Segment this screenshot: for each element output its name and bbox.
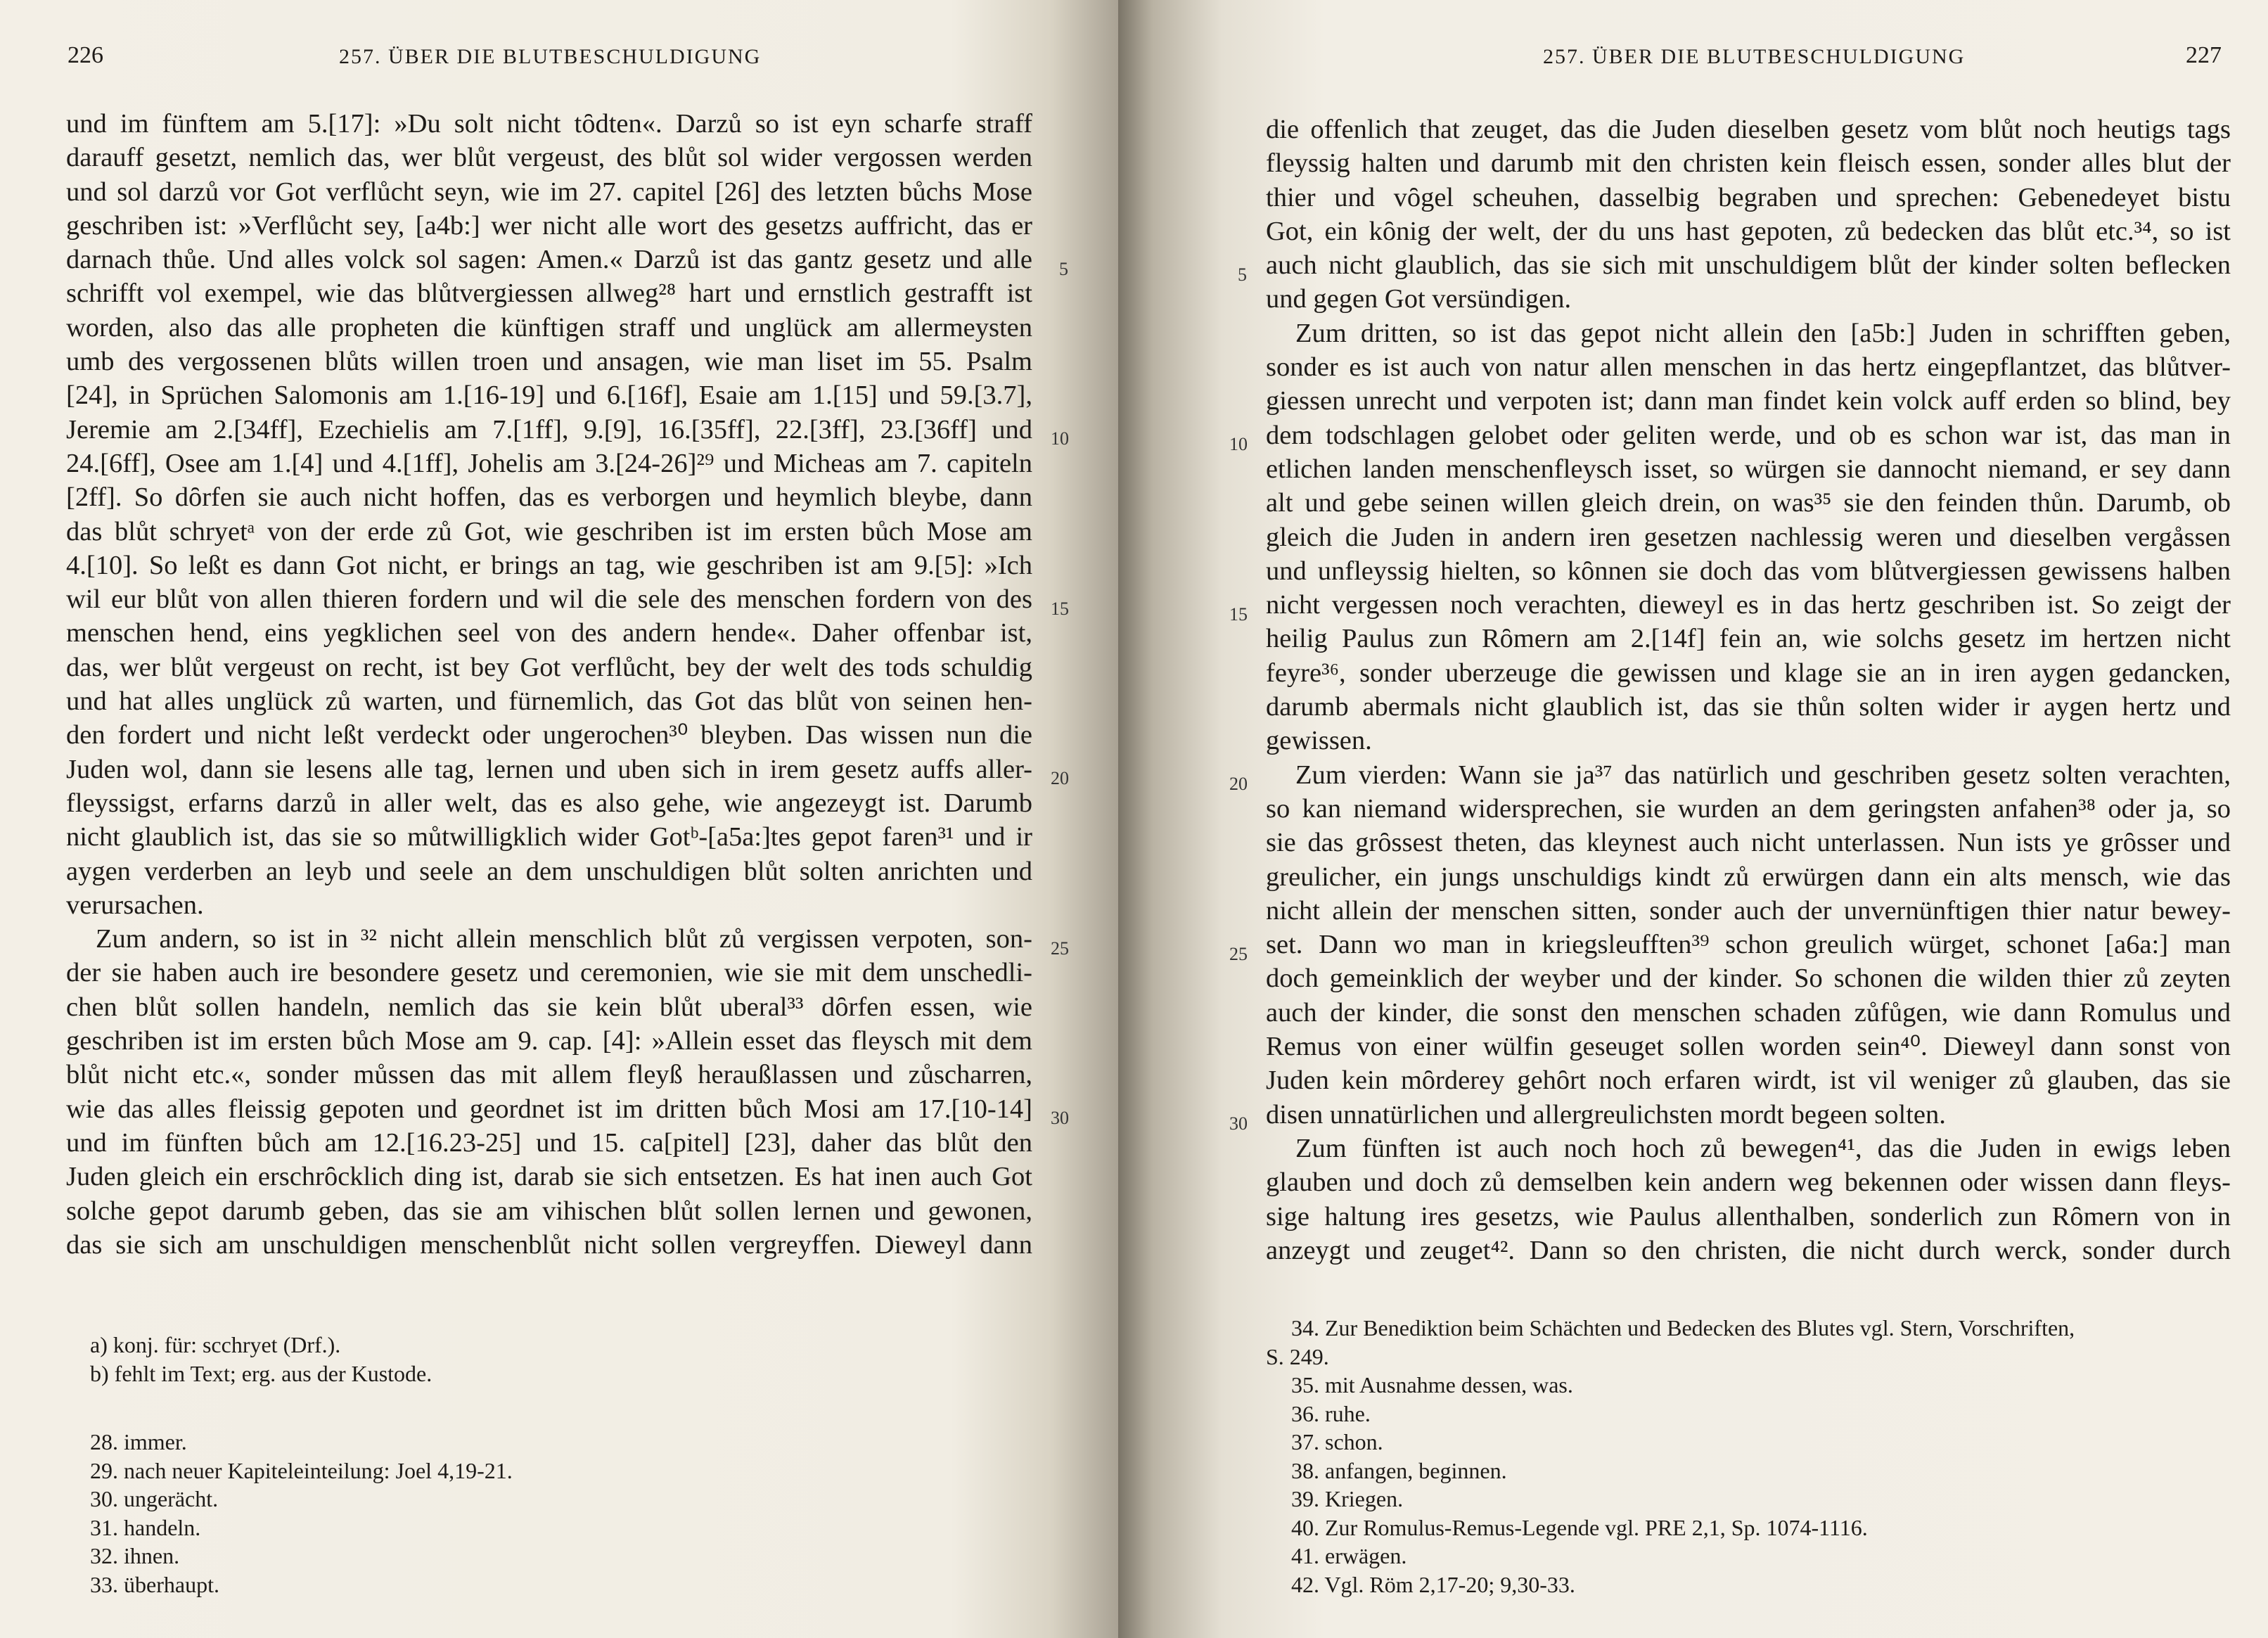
- line-number: 20: [1229, 774, 1248, 794]
- footnote: 33. überhaupt.: [90, 1571, 219, 1597]
- text-line: giessen unrecht und verpoten ist; dann man findet kein volck auff erden so blind, bey: [1266, 386, 2231, 416]
- text-line: nicht glaublich ist, das sie so můtwilligklich wider Gotᵇ-[a5a:]tes gepot faren³¹ und ir: [66, 822, 1032, 852]
- text-line: greulicher, ein jungs unschuldigs kindt zů erwürgen dann ein alts mensch, wie das: [1266, 862, 2231, 892]
- footnote: S. 249.: [1266, 1343, 1329, 1369]
- text-line: Got, ein kȏnig der welt, der du uns hast gepoten, zů bedecken das blůt etc.³⁴, so ist: [1266, 216, 2231, 246]
- text-line: blůt nicht etc.«, sonder můssen das mit allem fleyß heraußlassen und zůscharren,: [66, 1060, 1032, 1090]
- text-line: disen unnatürlichen und allergreulichsten mordt begeen solten.: [1266, 1099, 1946, 1130]
- text-line: set. Dann wo man in kriegsleufften³⁹ schon greulich würget, schonet [a6a:] man: [1266, 930, 2231, 960]
- text-line: Remus von einer wülfin geseuget sollen worden sein⁴⁰. Dieweyl dann sonst von: [1266, 1032, 2231, 1062]
- text-line: glauben und doch zů demselben kein andern weg bekennen oder wissen dann fleys-: [1266, 1167, 2231, 1198]
- text-line: darumb abermals nicht glaublich ist, das sie thůn solten wider ir aygen hertz und: [1266, 692, 2231, 722]
- text-line: chen blůt sollen handeln, nemlich das sie kein blůt uberal³³ dȏrfen essen, wie: [66, 992, 1032, 1022]
- text-line: wil eur blůt von allen thieren fordern und wil die sele des menschen fordern von des: [66, 584, 1032, 615]
- text-line: und sol darzů vor Got verflůcht seyn, wie im 27. capitel [26] des letzten bůchs Mose: [66, 177, 1032, 207]
- text-line: der sie haben auch ire besondere gesetz und ceremonien, wie sie mit dem unschedli-: [66, 958, 1032, 988]
- text-line: [2ff]. So dȏrfen sie auch nicht hoffen, das es verborgen und heymlich bleybe, dann: [66, 482, 1032, 513]
- text-line: wie das alles fleissig gepoten und geordnet ist im dritten bůch Mosi am 17.[10-14]: [66, 1094, 1032, 1124]
- text-line: fleyssig halten und darumb mit den christen kein fleisch essen, sonder alles blut der: [1266, 148, 2231, 179]
- textual-apparatus: [90, 1331, 1004, 1388]
- text-line: darnach thůe. Und alles volck sol sagen: Amen.« Darzů ist das gantz gesetz und alle: [66, 245, 1032, 275]
- footnotes: [1266, 1314, 2234, 1599]
- footnote: 35. mit Ausnahme dessen, was.: [1291, 1372, 1573, 1397]
- text-line: menschen hend, eins yegklichen seel von des andern hende«. Daher offenbar ist,: [66, 618, 1032, 648]
- footnote: 37. schon.: [1291, 1429, 1383, 1454]
- text-line: Zum dritten, so ist das gepot nicht allein den [a5b:] Juden in schrifften geben,: [1295, 318, 2231, 348]
- line-number: 30: [1229, 1113, 1248, 1134]
- text-line: sie das grȏssest theten, das kleynest auch nicht unterlassen. Nun ists ye grȏsser und: [1266, 828, 2231, 858]
- text-line: nicht allein der menschen sitten, sonder auch der unvernünftigen thier natur beweу-: [1266, 895, 2231, 926]
- footnote: 42. Vgl. Röm 2,17-20; 9,30-33.: [1291, 1571, 1575, 1597]
- text-line: 4.[10]. So leßt es dann Got nicht, er brings an tag, wie geschriben ist am 9.[5]: »Ich: [66, 550, 1032, 580]
- footnote: 32. ihnen.: [90, 1543, 180, 1568]
- footnote: 28. immer.: [90, 1429, 187, 1454]
- text-line: [24], in Sprüchen Salomonis am 1.[16-19] und 6.[16f], Esaie am 1.[15] und 59.[3.7],: [66, 380, 1032, 411]
- page-number: 227: [2186, 42, 2222, 68]
- text-line: so kan niemand widersprechen, sie wurden an dem geringsten anfahen³⁸ oder ja, so: [1266, 793, 2231, 824]
- textual-note: b) fehlt im Text; erg. aus der Kustode.: [90, 1360, 433, 1386]
- text-line: und unfleyssig hielten, so kȏnnen sie doch das vom blůtvergiessen gewissens halben: [1266, 556, 2231, 586]
- line-number: 15: [1229, 604, 1248, 625]
- line-number: 30: [1051, 1108, 1069, 1128]
- footnote: 41. erwägen.: [1291, 1543, 1407, 1568]
- running-head: 257. ÜBER DIE BLUTBESCHULDIGUNG: [1543, 45, 1966, 68]
- text-line: das blůt schryetᵃ von der erde zů Got, wie geschriben ist im ersten bůch Mose am: [66, 516, 1032, 546]
- line-number: 20: [1051, 768, 1069, 788]
- footnote: 34. Zur Benediktion beim Schächten und Bedecken des Blutes vgl. Stern, Vorschriften,: [1291, 1315, 2075, 1341]
- left-page: [0, 0, 1118, 1638]
- text-line: aygen verderben an leyb und seele an dem unschuldigen blůt solten anrichten und: [66, 856, 1032, 886]
- text-line: worden, also das alle propheten die künftigen straff und unglück am allermeysten: [66, 312, 1032, 343]
- text-line: geschriben ist im ersten bůch Mose am 9. cap. [4]: »Allein esset das fleysch mit dem: [66, 1026, 1032, 1056]
- text-line: solche gepot darumb geben, das sie am vihischen blůt sollen lernen und gewonen,: [66, 1196, 1032, 1226]
- text-line: etlichen landen menschenfleysch isset, so würgen sie dannocht niemand, er sey dann: [1266, 454, 2231, 484]
- text-line: und im fünften bůch am 12.[16.23-25] und 15. ca[pitel] [23], daher das blůt den: [66, 1127, 1032, 1158]
- main-text: [66, 107, 1032, 1262]
- text-line: sonder es ist auch von natur allen menschen in das hertz eingepflantzet, das blůtver-: [1266, 352, 2231, 383]
- main-text: [1266, 113, 2231, 1267]
- text-line: 24.[6ff], Osee am 1.[4] und 4.[1ff], Johelis am 3.[24-26]²⁹ und Micheas am 7. capiteln: [66, 448, 1032, 478]
- text-line: geschriben ist: »Verflůcht sey, [a4b:] wer nicht alle wort des gesetzs auffricht, das er: [66, 210, 1032, 241]
- text-line: und hat alles unglück zů warten, und fürnemlich, das Got das blůt von seinen hen-: [66, 686, 1032, 717]
- text-line: darauff gesetzt, nemlich das, wer blůt vergeust, des blůt sol wider vergossen werden: [66, 143, 1032, 173]
- footnotes: [90, 1428, 1004, 1599]
- line-number: 10: [1229, 434, 1248, 454]
- text-line: heilig Paulus zun Rȏmern am 2.[14f] fein an, wie solchs gesetz im hertzen nicht: [1266, 624, 2231, 654]
- text-line: und im fünftem am 5.[17]: »Du solt nicht tȏdten«. Darzů so ist eyn scharfe straff: [66, 109, 1032, 139]
- text-line: das sie sich am unschuldigen menschenblůt nicht sollen vergreyffen. Dieweyl dann: [66, 1229, 1032, 1260]
- text-line: Zum fünften ist auch noch hoch zů bewegen⁴¹, das die Juden in ewigs leben: [1295, 1133, 2231, 1163]
- line-number: 25: [1051, 938, 1069, 959]
- text-line: anzeygt und zeuget⁴². Dann so den christen, die nicht durch werck, sonder durch: [1266, 1235, 2231, 1265]
- text-line: gleich die Juden in andern iren gesetzen nachlessig weren und dieselben vergåssen: [1266, 522, 2231, 552]
- footnote: 38. anfangen, beginnen.: [1291, 1457, 1507, 1483]
- footnote: 30. ungerächt.: [90, 1486, 219, 1511]
- text-line: Zum andern, so ist in ³² nicht allein menschlich blůt zů vergissen verpoten, son-: [96, 924, 1032, 954]
- footnote: 31. handeln.: [90, 1514, 201, 1540]
- text-line: nicht vergessen noch verachten, dieweyl es in das hertz geschriben ist. So zeigt der: [1266, 590, 2231, 620]
- footnote: 36. ruhe.: [1291, 1400, 1371, 1426]
- text-line: verursachen.: [66, 890, 204, 920]
- text-line: den fordert und nicht leßt verdeckt oder ungerochen³⁰ bleyben. Das wissen nun die: [66, 720, 1032, 750]
- line-number: 10: [1051, 428, 1069, 449]
- page-number: 226: [68, 42, 103, 68]
- text-line: sige haltung ires gesetzs, wie Paulus allenthalben, sonderlich zun Rȏmern von in: [1266, 1201, 2231, 1231]
- text-line: Zum vierden: Wann sie ja³⁷ das natürlich und geschriben gesetz solten verachten,: [1295, 760, 2231, 790]
- line-number: 25: [1229, 944, 1248, 964]
- text-line: die offenlich that zeuget, das die Juden dieselben gesetz vom blůt noch heutigs tags: [1266, 115, 2231, 144]
- text-line: schrifft vol exempel, wie das blůtvergiessen allweg²⁸ hart und ernstlich gestrafft ist: [66, 279, 1032, 309]
- footnote: 40. Zur Romulus-Remus-Legende vgl. PRE 2,1, Sp. 1074-1116.: [1291, 1514, 1868, 1540]
- running-head: 257. ÜBER DIE BLUTBESCHULDIGUNG: [339, 45, 762, 68]
- text-line: umb des vergossenen blůts willen troen und ansagen, wie man liset im 55. Psalm: [66, 347, 1032, 377]
- text-line: doch gemeinklich der weyber und der kinder. So schonen die wilden thier zů zeyten: [1266, 964, 2231, 994]
- line-number: 5: [1059, 259, 1068, 279]
- line-number: 5: [1238, 264, 1247, 285]
- text-line: auch nicht glaublich, das sie sich mit unschuldigem blůt der kinder solten beflecken: [1266, 250, 2231, 281]
- text-line: das, wer blůt vergeust on recht, ist bey Got verflůcht, bey der welt des tods schuldig: [66, 652, 1032, 682]
- text-line: Juden wol, dann sie lesens alle tag, lernen und uben sich in irem gesetz auffs aller-: [66, 754, 1032, 784]
- text-line: fleyssigst, erfarns darzů in aller welt, das es also gehe, wie angezeygt ist. Darumb: [66, 788, 1032, 818]
- text-line: feyre³⁶, sonder uberzeuge die gewissen und klage sie an in iren aygen gedancken,: [1266, 658, 2231, 688]
- text-line: Jeremie am 2.[34ff], Ezechielis am 7.[1ff], 9.[9], 16.[35ff], 22.[3ff], 23.[36ff] und: [66, 414, 1032, 444]
- footnote: 29. nach neuer Kapiteleinteilung: Joel 4,19-21.: [90, 1457, 513, 1483]
- text-line: Juden gleich ein erschrȏcklich ding ist, darab sie sich entsetzen. Es hat inen auch Got: [66, 1162, 1032, 1192]
- right-page: [1118, 0, 2268, 1638]
- text-line: alt und gebe seinen willen gleich drein, on was³⁵ sie den feinden thůn. Darumb, ob: [1266, 488, 2231, 518]
- line-number: 15: [1051, 599, 1069, 619]
- text-line: auch der kinder, die sonst den menschen schaden zůfůgen, wie dann Romulus und: [1266, 997, 2231, 1028]
- textual-note: a) konj. für: scchryet (Drf.).: [90, 1332, 341, 1357]
- text-line: thier und vȏgel scheuhen, dasselbig begraben und sprechen: Gebenedeyet bistu: [1266, 182, 2231, 212]
- text-line: Juden kein mȏrderey gehȏrt noch erfaren wirdt, ist vil weniger zů glauben, das sie: [1266, 1066, 2231, 1096]
- text-line: gewissen.: [1266, 726, 1372, 756]
- text-line: und gegen Got versündigen.: [1266, 284, 1572, 314]
- footnote: 39. Kriegen.: [1291, 1486, 1404, 1511]
- text-line: dem todschlagen gelobet oder geliten werde, und ob es schon war ist, das man in: [1266, 420, 2231, 450]
